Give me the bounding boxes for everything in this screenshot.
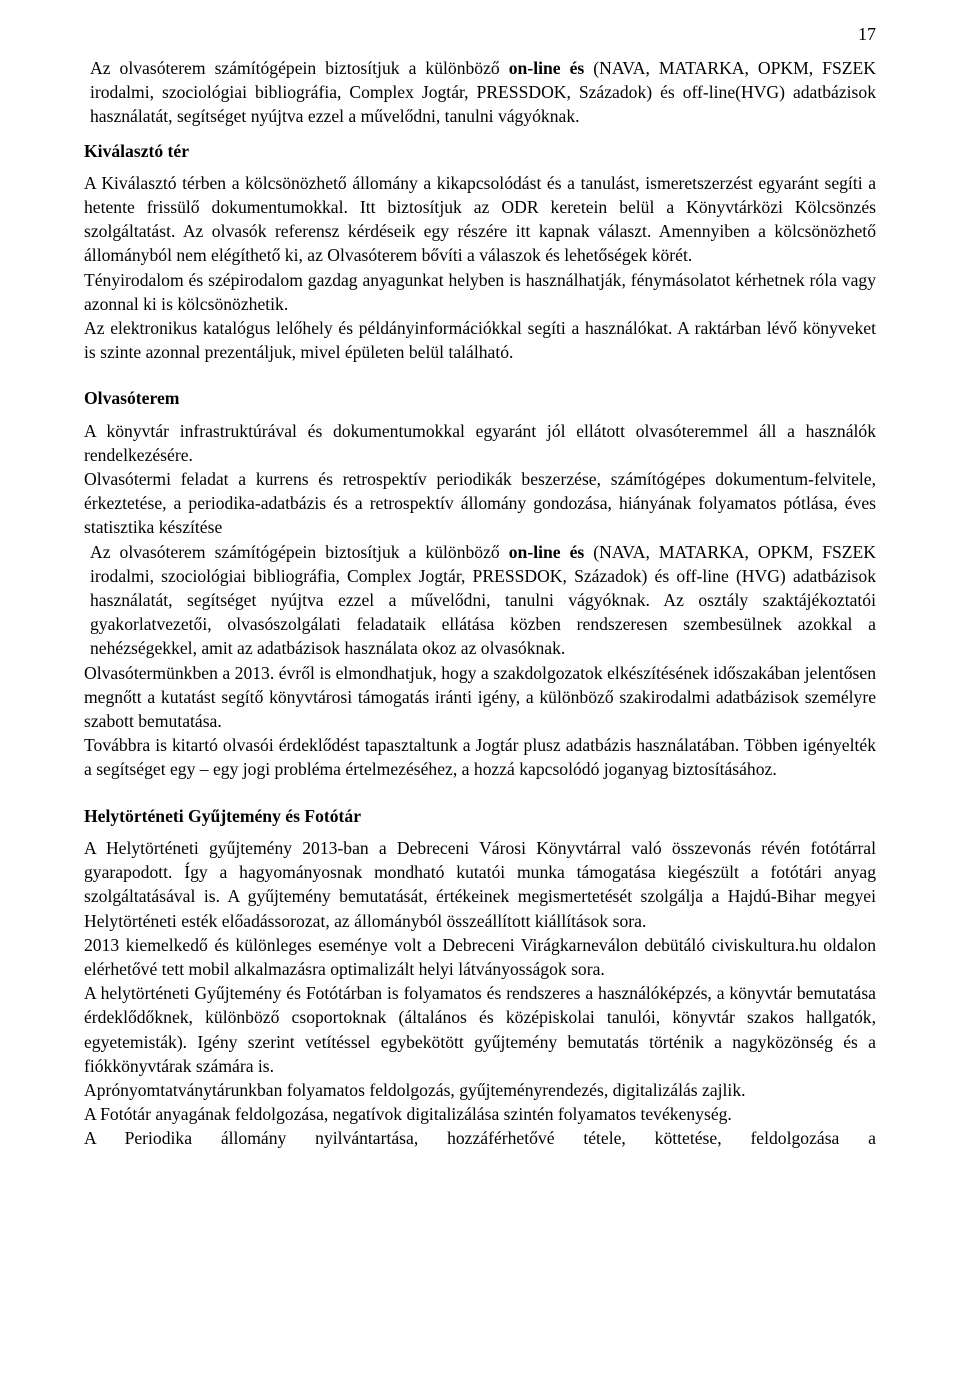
kivalaszto-paragraph-1: A Kiválasztó térben a kölcsönözhető állomány a kikapcsolódást és a tanulást, ismeretszerzést egyaránt segíti a hetente frissülő dokumentumokkal. Itt biztosítjuk az ODR keretein belül a Könyvtárközi Kölcsönzés szolgáltatást. Az olvasók referensz kérdéseik egy részére itt kapnak választ. Amennyiben a kölcsönözhető állományból nem elégíthető ki, az Olvasóterem bővíti a válaszok és lehetőségek körét. (84, 172, 876, 266)
heading-helytorteneti: Helytörténeti Gyűjtemény és Fotótár (84, 805, 362, 826)
helytorteneti-paragraph-6: A Periodika állomány nyilvántartása, hozzáférhetővé tétele, köttetése, feldolgozása a (84, 1128, 876, 1149)
page-number: 17 (858, 24, 876, 44)
olvasoterem-paragraph-5: Továbbra is kitartó olvasói érdeklődést tapasztaltunk a Jogtár plusz adatbázis használatában. Többen igényelték a segítséget egy – egy jogi probléma értelmezéséhez, a hozzá kapcsolódó joganyag biztosításához. (84, 735, 876, 780)
olvasoterem-paragraph-4: Olvasótermünkben a 2013. évről is elmondhatjuk, hogy a szakdolgozatok elkészítésének időszakában jelentősen megnőtt a kutatást segítő könyvtárosi támogatás iránti igény, a különböző szakirodalmi adatbázisok személyre szabott bemutatása. (84, 662, 876, 732)
page-content (84, 56, 876, 1151)
intro-text-a: Az olvasóterem számítógépein biztosítjuk a különböző (90, 58, 509, 78)
intro-bold-online: on-line és (508, 58, 585, 78)
olvasoterem-paragraph-3 (84, 540, 876, 661)
heading-kivalaszto-ter: Kiválasztó tér (84, 140, 190, 161)
olvasoterem-p3-text-b: (NAVA, MATARKA, OPKM, FSZEK irodalmi, szociológiai bibliográfia, Complex Jogtár, PRESSDOK, Századok) és off-line (HVG) adatbázisok használatát, segítséget nyújtva ezzel a művelődni, tanulni vágyóknak. Az osztály szaktájékoztatói gyakorlatvezetői, olvasószolgálati feladataik ellátása közben rendszeresen szembesülnek azokkal a nehézségekkel, amit az adatbázisok használata okoz az olvasóknak. (90, 541, 876, 659)
helytorteneti-paragraph-3: A helytörténeti Gyűjtemény és Fotótárban is folyamatos és rendszeres a használóképzés, a könyvtár bemutatása érdeklődőknek, különböző csoportoknak (általános és középiskolai tanulói, könyvtár szakos hallgatók, egyetemisták). Igény szerint vetítéssel egybekötött gyűjtemény bemutatás történik a nagyközönség és a fiókkönyvtárak számára is. (84, 983, 876, 1076)
olvasoterem-p3-text-a: Az olvasóterem számítógépein biztosítjuk a különböző (90, 541, 509, 562)
helytorteneti-paragraph-5: A Fotótár anyagának feldolgozása, negatívok digitalizálása szintén folyamatos tevékenység. (84, 1104, 732, 1125)
intro-paragraph (84, 56, 876, 129)
olvasoterem-paragraph-1: A könyvtár infrastruktúrával és dokumentumokkal egyaránt jól ellátott olvasóteremmel áll a használók rendelkezésére. (84, 420, 876, 465)
heading-olvasoterem: Olvasóterem (84, 388, 180, 409)
helytorteneti-paragraph-1: A Helytörténeti gyűjtemény 2013-ban a Debreceni Városi Könyvtárral való összevonás révén fotótárral gyarapodott. Így a hagyományosnak mondható kutatói munka támogatása kiegészült a fotótári anyag szolgáltatásával is. A gyűjtemény bemutatását, értékeinek megismertetését szolgálja a Hajdú-Bihar megyei Helytörténeti esték előadássorozat, az állományból összeállított kiállítások sora. (84, 837, 876, 931)
intro-text-b: (NAVA, MATARKA, OPKM, FSZEK irodalmi, szociológiai bibliográfia, Complex Jogtár, PRESSDOK, Századok) és off-line(HVG) adatbázisok használatát, segítséget nyújtva ezzel a művelődni, tanulni vágyóknak. (90, 58, 876, 127)
helytorteneti-paragraph-4: Aprónyomtatványtárunkban folyamatos feldolgozás, gyűjteményrendezés, digitalizálás zajlik. (84, 1079, 746, 1100)
kivalaszto-paragraph-2: Tényirodalom és szépirodalom gazdag anyagunkat helyben is használhatják, fénymásolatot kérhetnek róla vagy azonnal ki is kölcsönözhetik. (84, 269, 876, 314)
kivalaszto-paragraph-3: Az elektronikus katalógus lelőhely és példányinformációkkal segíti a használókat. A raktárban lévő könyveket is szinte azonnal prezentáljuk, mivel épületen belül található. (84, 318, 876, 363)
olvasoterem-paragraph-2: Olvasótermi feladat a kurrens és retrospektív periodikák beszerzése, számítógépes dokumentum-felvitele, érkeztetése, a periodika-adatbázis és a retrospektív állomány gondozása, hiányának folyamatos pótlása, éves statisztika készítése (84, 469, 876, 538)
helytorteneti-paragraph-2: 2013 kiemelkedő és különleges eseménye volt a Debreceni Virágkarneválon debütáló civiskultura.hu oldalon elérhetővé tett mobil alkalmazásra optimalizált helyi látványosságok sora. (84, 934, 876, 979)
olvasoterem-bold-online: on-line és (508, 541, 585, 562)
